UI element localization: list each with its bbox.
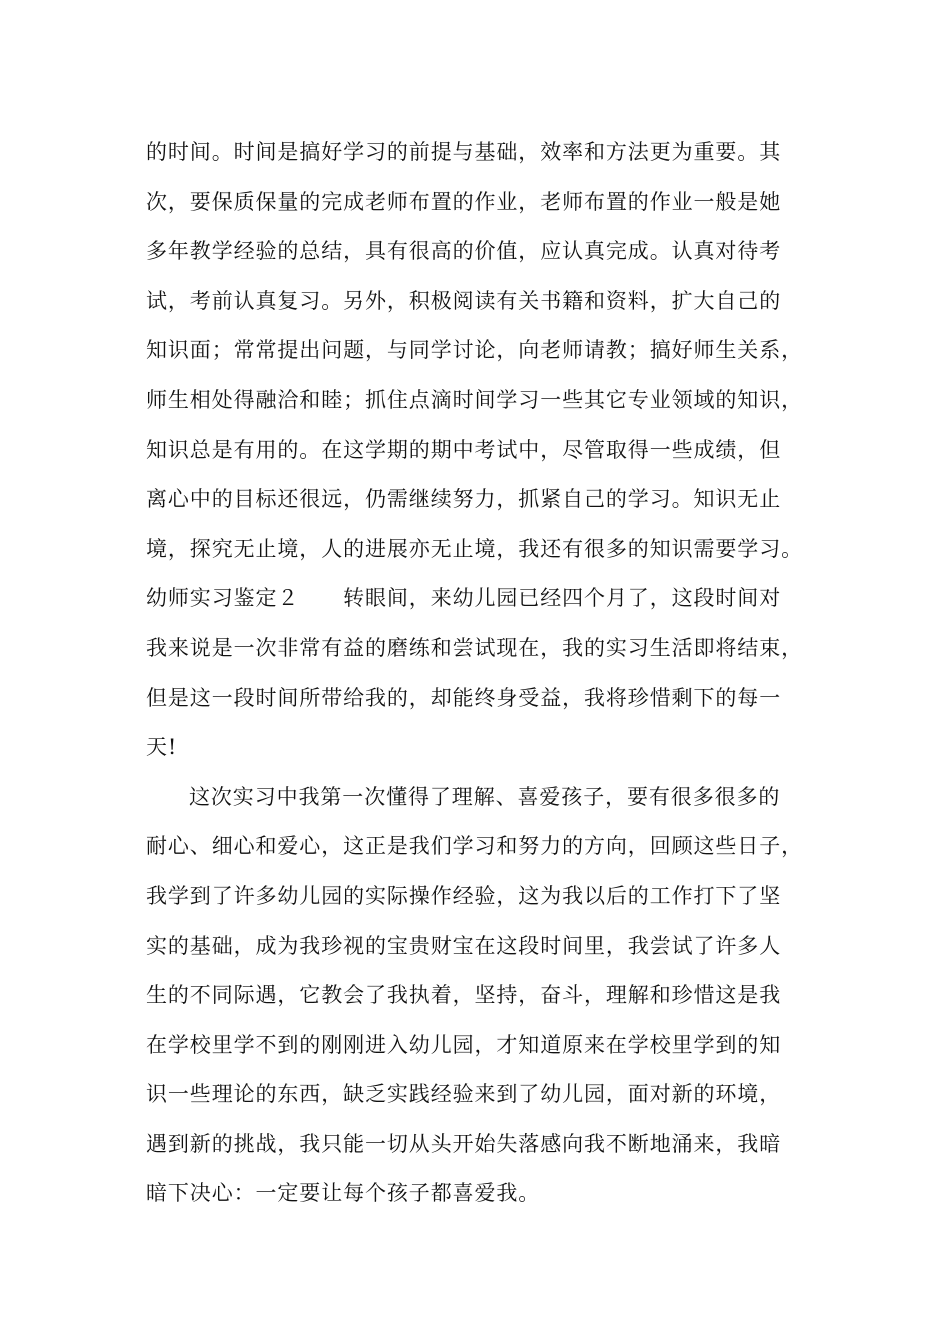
text-line: 知识总是有用的。在这学期的期中考试中，尽管取得一些成绩，但 bbox=[146, 437, 782, 462]
text-line: 暗下决心：一定要让每个孩子都喜爱我。 bbox=[146, 1181, 541, 1206]
text-line: 师生相处得融洽和睦；抓住点滴时间学习一些其它专业领域的知识， bbox=[146, 387, 803, 412]
text-line: 天! bbox=[146, 735, 178, 760]
text-line: 遇到新的挑战，我只能一切从头开始失落感向我不断地涌来，我暗 bbox=[146, 1131, 782, 1156]
paragraph-start-line: 这次实习中我第一次懂得了理解、喜爱孩子，要有很多很多的 bbox=[189, 784, 781, 809]
text-line: 知识面；常常提出问题，与同学讨论，向老师请教；搞好师生关系， bbox=[146, 338, 803, 363]
text-line: 多年教学经验的总结，具有很高的价值，应认真完成。认真对待考 bbox=[146, 239, 782, 264]
text-line: 但是这一段时间所带给我的，却能终身受益，我将珍惜剩下的每一 bbox=[146, 685, 782, 710]
text-line: 试，考前认真复习。另外，积极阅读有关书籍和资料，扩大自己的 bbox=[146, 288, 782, 313]
text-line: 的时间。时间是搞好学习的前提与基础，效率和方法更为重要。其 bbox=[146, 140, 782, 164]
body-text bbox=[146, 128, 826, 1219]
text-line: 我学到了许多幼儿园的实际操作经验，这为我以后的工作打下了坚 bbox=[146, 883, 782, 908]
text-line: 耐心、细心和爱心，这正是我们学习和努力的方向，回顾这些日子， bbox=[146, 834, 803, 859]
text-line: 识一些理论的东西，缺乏实践经验来到了幼儿园，面对新的环境， bbox=[146, 1082, 782, 1107]
section-heading-line: 幼师实习鉴定２ 转眼间，来幼儿园已经四个月了，这段时间对 bbox=[146, 586, 782, 611]
text-line: 次，要保质保量的完成老师布置的作业，老师布置的作业一般是她 bbox=[146, 189, 782, 214]
text-line: 离心中的目标还很远，仍需继续努力，抓紧自己的学习。知识无止 bbox=[146, 487, 782, 512]
text-line: 境，探究无止境，人的进展亦无止境，我还有很多的知识需要学习。 bbox=[146, 536, 803, 561]
text-line: 在学校里学不到的刚刚进入幼儿园，才知道原来在学校里学到的知 bbox=[146, 1032, 782, 1057]
text-line: 实的基础，成为我珍视的宝贵财宝在这段时间里，我尝试了许多人 bbox=[146, 933, 782, 958]
text-line: 我来说是一次非常有益的磨练和尝试现在，我的实习生活即将结束， bbox=[146, 635, 803, 660]
text-line: 生的不同际遇，它教会了我执着，坚持，奋斗，理解和珍惜这是我 bbox=[146, 983, 782, 1008]
